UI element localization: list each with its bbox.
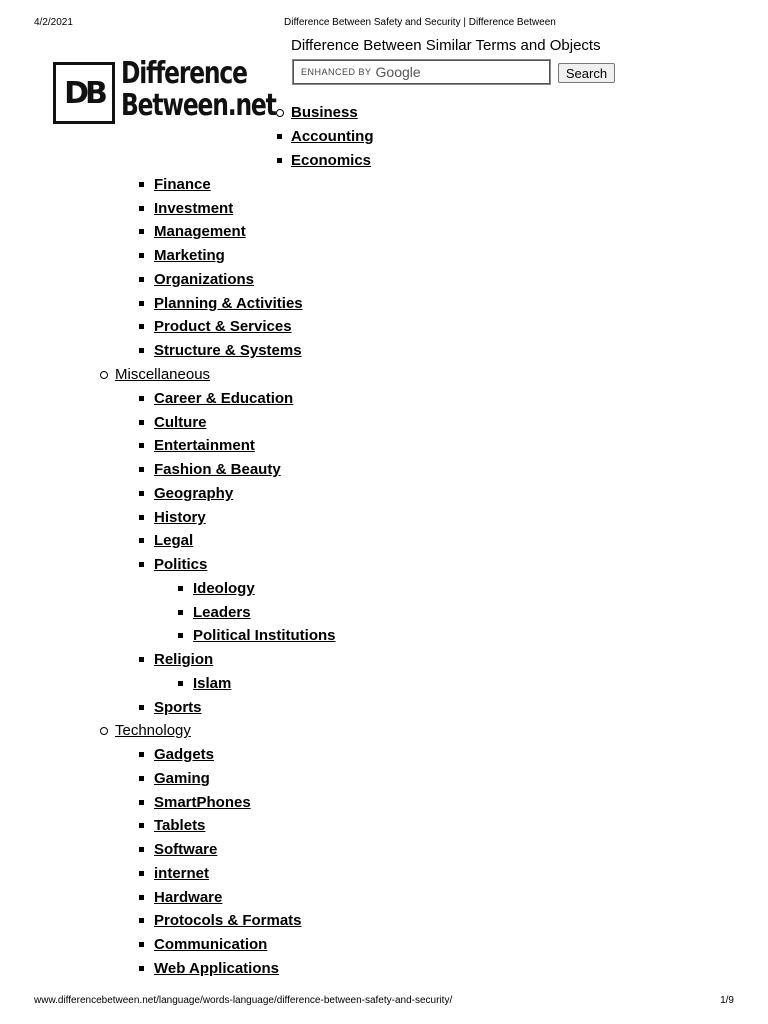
bullet-square-icon: [139, 752, 144, 757]
site-logo[interactable]: [53, 56, 276, 128]
logo-wordmark: [121, 58, 276, 122]
nav-investment[interactable]: Investment: [154, 200, 234, 217]
nav-gadgets[interactable]: Gadgets: [154, 746, 215, 763]
nav-sports[interactable]: Sports: [154, 699, 202, 716]
bullet-square-icon: [139, 229, 144, 234]
bullet-square-icon: [139, 918, 144, 923]
bullet-square-icon: [139, 253, 144, 258]
bullet-square-icon: [178, 586, 183, 591]
nav-miscellaneous[interactable]: Miscellaneous: [115, 366, 211, 383]
nav-planning-activities[interactable]: Planning & Activities: [154, 295, 303, 312]
logo-line-1: Difference: [121, 56, 247, 91]
search-input[interactable]: [292, 59, 551, 85]
nav-career-education[interactable]: Career & Education: [154, 390, 294, 407]
bullet-square-icon: [139, 871, 144, 876]
nav-structure-systems[interactable]: Structure & Systems: [154, 342, 302, 359]
bullet-circle-icon: [100, 727, 108, 735]
bullet-square-icon: [178, 610, 183, 615]
nav-business[interactable]: Business: [291, 104, 358, 121]
bullet-square-icon: [139, 895, 144, 900]
nav-ideology[interactable]: Ideology: [193, 580, 255, 597]
nav-political-institutions[interactable]: Political Institutions: [193, 627, 336, 644]
google-logo-text: Google: [375, 64, 421, 80]
print-footer-url: www.differencebetween.net/language/words-language/difference-between-safety-and-security/: [34, 995, 453, 1006]
nav-hardware[interactable]: Hardware: [154, 889, 223, 906]
nav-economics[interactable]: Economics: [291, 152, 372, 169]
nav-internet[interactable]: internet: [154, 865, 210, 882]
nav-management[interactable]: Management: [154, 223, 246, 240]
bullet-square-icon: [139, 942, 144, 947]
bullet-square-icon: [139, 538, 144, 543]
nav-entertainment[interactable]: Entertainment: [154, 437, 255, 454]
bullet-square-icon: [139, 324, 144, 329]
bullet-circle-icon: [100, 371, 108, 379]
nav-politics[interactable]: Politics: [154, 556, 208, 573]
logo-mark: DB: [53, 62, 115, 124]
bullet-square-icon: [139, 206, 144, 211]
nav-geography[interactable]: Geography: [154, 485, 234, 502]
logo-line-2: Between.net: [121, 88, 276, 123]
nav-gaming[interactable]: Gaming: [154, 770, 210, 787]
bullet-square-icon: [139, 396, 144, 401]
site-tagline: Difference Between Similar Terms and Objects: [291, 37, 601, 54]
bullet-square-icon: [139, 301, 144, 306]
bullet-square-icon: [139, 348, 144, 353]
bullet-square-icon: [139, 800, 144, 805]
bullet-square-icon: [139, 443, 144, 448]
nav-accounting[interactable]: Accounting: [291, 128, 374, 145]
nav-marketing[interactable]: Marketing: [154, 247, 225, 264]
bullet-square-icon: [139, 847, 144, 852]
nav-finance[interactable]: Finance: [154, 176, 211, 193]
print-page-number: 1/9: [720, 995, 734, 1006]
bullet-square-icon: [139, 966, 144, 971]
bullet-square-icon: [139, 562, 144, 567]
nav-web-applications[interactable]: Web Applications: [154, 960, 280, 977]
bullet-square-icon: [139, 705, 144, 710]
bullet-square-icon: [139, 420, 144, 425]
search-button[interactable]: Search: [558, 63, 615, 83]
nav-product-services[interactable]: Product & Services: [154, 318, 292, 335]
search-enhanced-label: ENHANCED BY: [301, 67, 372, 77]
nav-communication[interactable]: Communication: [154, 936, 268, 953]
nav-islam[interactable]: Islam: [193, 675, 232, 692]
bullet-square-icon: [139, 277, 144, 282]
nav-culture[interactable]: Culture: [154, 414, 207, 431]
print-date: 4/2/2021: [34, 17, 73, 28]
bullet-square-icon: [139, 657, 144, 662]
nav-legal[interactable]: Legal: [154, 532, 194, 549]
bullet-square-icon: [277, 134, 282, 139]
bullet-square-icon: [139, 467, 144, 472]
nav-leaders[interactable]: Leaders: [193, 604, 251, 621]
nav-technology[interactable]: Technology: [115, 722, 191, 739]
nav-protocols-formats[interactable]: Protocols & Formats: [154, 912, 302, 929]
print-page-title: Difference Between Safety and Security | Difference Between: [284, 17, 556, 28]
nav-organizations[interactable]: Organizations: [154, 271, 255, 288]
bullet-square-icon: [277, 158, 282, 163]
nav-tablets[interactable]: Tablets: [154, 817, 206, 834]
bullet-square-icon: [139, 515, 144, 520]
bullet-square-icon: [139, 776, 144, 781]
nav-fashion-beauty[interactable]: Fashion & Beauty: [154, 461, 281, 478]
nav-religion[interactable]: Religion: [154, 651, 214, 668]
nav-software[interactable]: Software: [154, 841, 218, 858]
bullet-circle-icon: [276, 109, 284, 117]
bullet-square-icon: [178, 681, 183, 686]
bullet-square-icon: [139, 823, 144, 828]
bullet-square-icon: [139, 182, 144, 187]
nav-history[interactable]: History: [154, 509, 206, 526]
bullet-square-icon: [139, 491, 144, 496]
bullet-square-icon: [178, 633, 183, 638]
nav-smartphones[interactable]: SmartPhones: [154, 794, 251, 811]
